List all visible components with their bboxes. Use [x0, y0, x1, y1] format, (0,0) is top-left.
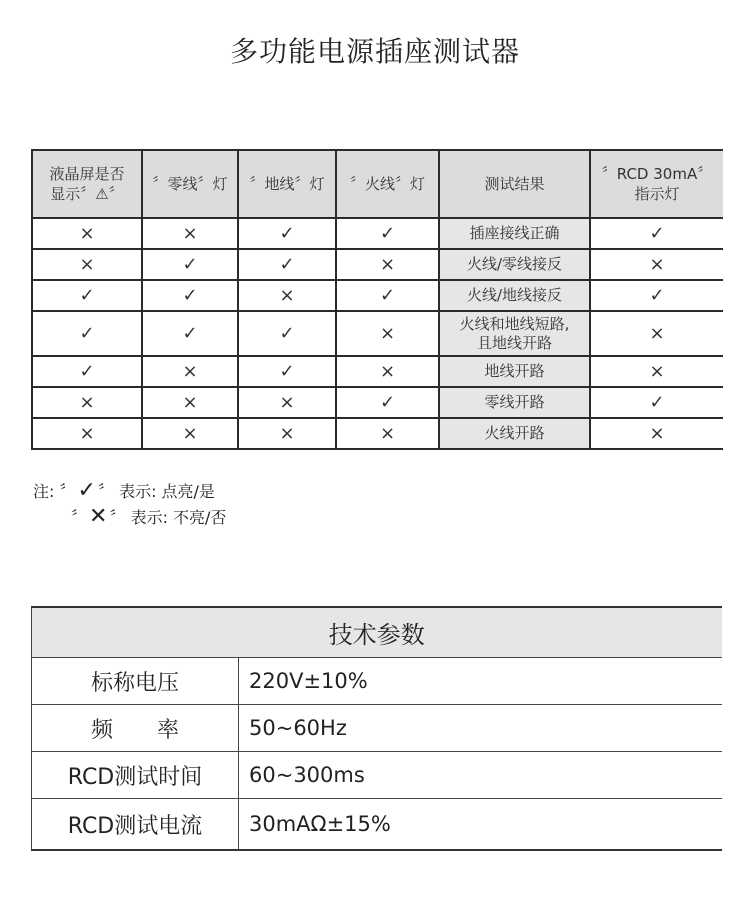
spec-value: 30mAΩ±15%: [239, 799, 722, 851]
lcd-mark: ×: [32, 218, 142, 249]
spec-label: 频 率: [32, 705, 239, 752]
note-cross-text: 表示: 不亮/否: [130, 508, 227, 527]
table-row: [32, 280, 723, 311]
spec-row: [32, 658, 722, 705]
spec-label: RCD测试时间: [32, 752, 239, 799]
spec-value: 60~300ms: [239, 752, 722, 799]
header-lcd-warning: 液晶屏是否 显示〞⚠〞: [32, 150, 142, 218]
header-live-light: 〞火线〞灯: [336, 150, 439, 218]
rcd-mark: ✓: [590, 280, 723, 311]
lcd-mark: ✓: [32, 356, 142, 387]
rcd-mark: ×: [590, 418, 723, 449]
header-rcd-light: 〞RCD 30mA〞 指示灯: [590, 150, 723, 218]
result-cell: 零线开路: [439, 387, 590, 418]
spec-row: [32, 705, 722, 752]
spec-row: [32, 752, 722, 799]
table-row: [32, 311, 723, 356]
neutral-mark: ×: [142, 356, 238, 387]
live-mark: ×: [336, 311, 439, 356]
neutral-mark: ✓: [142, 249, 238, 280]
result-cell: 火线和地线短路, 且地线开路: [439, 311, 590, 356]
header-test-result: 测试结果: [439, 150, 590, 218]
specs-title: 技术参数: [32, 607, 722, 658]
header-neutral-light: 〞零线〞灯: [142, 150, 238, 218]
ground-mark: ×: [238, 280, 336, 311]
live-mark: ✓: [336, 218, 439, 249]
result-cell: 插座接线正确: [439, 218, 590, 249]
ground-mark: ×: [238, 418, 336, 449]
ground-mark: ✓: [238, 311, 336, 356]
note-cross: 〞✕ 〞 表示: 不亮/否: [71, 504, 227, 529]
spec-label: RCD测试电流: [32, 799, 239, 851]
lcd-mark: ×: [32, 418, 142, 449]
table-row: [32, 356, 723, 387]
spec-value: 50~60Hz: [239, 705, 722, 752]
test-results-table: [31, 149, 723, 450]
table-header-row: [32, 150, 723, 218]
page-title: 多功能电源插座测试器: [229, 35, 520, 68]
neutral-mark: ×: [142, 387, 238, 418]
table-row: [32, 387, 723, 418]
ground-mark: ✓: [238, 356, 336, 387]
result-cell: 火线开路: [439, 418, 590, 449]
lcd-mark: ✓: [32, 280, 142, 311]
rcd-mark: ×: [590, 356, 723, 387]
neutral-mark: ✓: [142, 280, 238, 311]
note-check-text: 表示: 点亮/是: [119, 482, 215, 501]
rcd-mark: ×: [590, 249, 723, 280]
cross-icon: ✕: [89, 504, 108, 529]
neutral-mark: ✓: [142, 311, 238, 356]
rcd-mark: ×: [590, 311, 723, 356]
rcd-mark: ✓: [590, 218, 723, 249]
lcd-mark: ✓: [32, 311, 142, 356]
header-ground-light: 〞地线〞灯: [238, 150, 336, 218]
table-row: [32, 418, 723, 449]
ground-mark: ×: [238, 387, 336, 418]
result-cell: 地线开路: [439, 356, 590, 387]
live-mark: ×: [336, 418, 439, 449]
table-row: [32, 218, 723, 249]
legend-notes: [33, 478, 226, 530]
check-icon: ✓: [77, 478, 96, 503]
lcd-mark: ×: [32, 387, 142, 418]
result-cell: 火线/地线接反: [439, 280, 590, 311]
ground-mark: ✓: [238, 218, 336, 249]
spec-value: 220V±10%: [239, 658, 722, 705]
note-check: 注: 〞✓ 〞 表示: 点亮/是: [33, 478, 215, 503]
spec-row: [32, 799, 722, 851]
live-mark: ✓: [336, 280, 439, 311]
rcd-mark: ✓: [590, 387, 723, 418]
live-mark: ×: [336, 356, 439, 387]
result-cell: 火线/零线接反: [439, 249, 590, 280]
neutral-mark: ×: [142, 218, 238, 249]
live-mark: ✓: [336, 387, 439, 418]
lcd-mark: ×: [32, 249, 142, 280]
specs-table: [31, 606, 722, 851]
table-row: [32, 249, 723, 280]
live-mark: ×: [336, 249, 439, 280]
neutral-mark: ×: [142, 418, 238, 449]
spec-label: 标称电压: [32, 658, 239, 705]
note-prefix: 注:: [33, 482, 55, 501]
ground-mark: ✓: [238, 249, 336, 280]
